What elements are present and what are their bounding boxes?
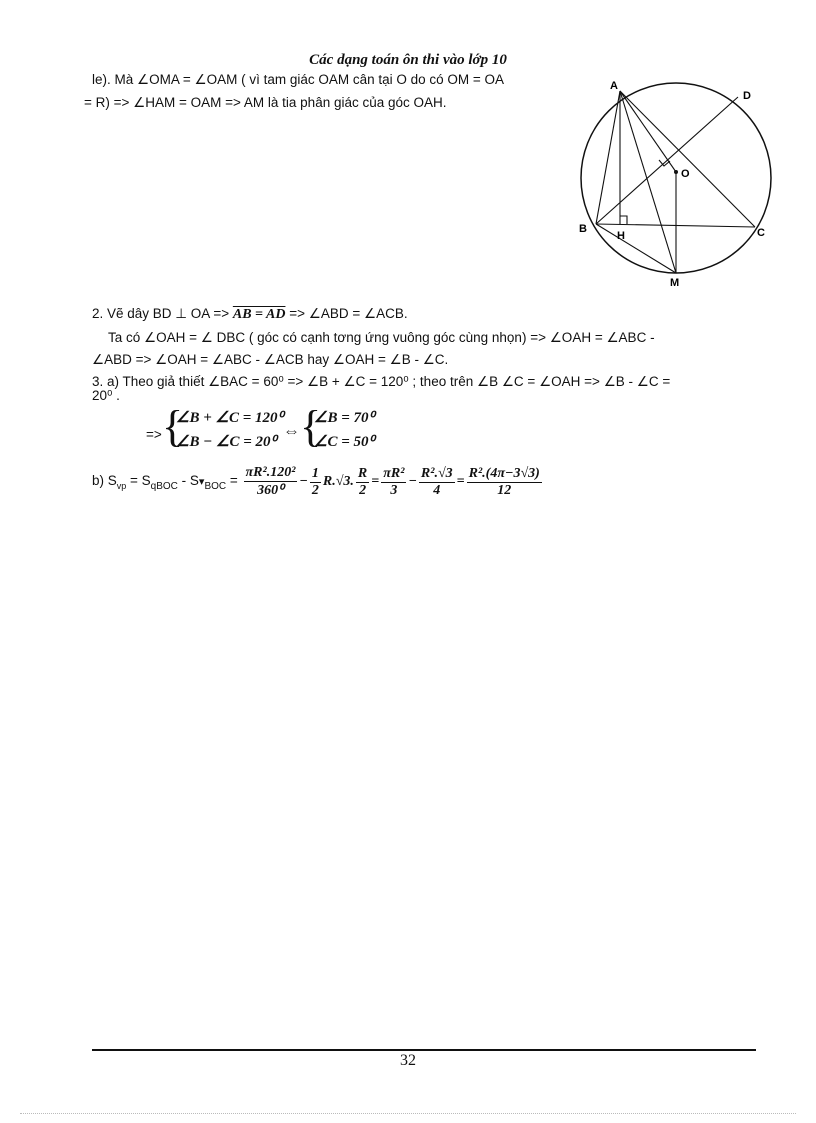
right-angle-mark-H <box>620 216 627 224</box>
right-brace: { <box>300 402 322 451</box>
system-left-eq1: ∠B + ∠C = 120⁰ <box>176 410 284 426</box>
system-left-eq2: ∠B − ∠C = 20⁰ <box>176 434 277 450</box>
geometry-figure <box>570 76 782 290</box>
label-C: C <box>757 227 765 239</box>
part3-line2: 20⁰ . <box>92 388 120 403</box>
paragraph-line: le). Mà ∠OMA = ∠OAM ( vì tam giác OAM cân tại O do có OM = OA <box>92 72 505 87</box>
label-H: H <box>617 230 625 242</box>
part3-line1: 3. a) Theo giả thiết ∠BAC = 60⁰ => ∠B + ∠C = 120⁰ ; theo trên ∠B ∠C = ∠OAH => ∠B - ∠C = <box>92 374 671 389</box>
label-O: O <box>681 168 690 180</box>
label-A: A <box>610 80 618 92</box>
part2-line3: ∠ABD => ∠OAH = ∠ABC - ∠ACB hay ∠OAH = ∠B - ∠C. <box>92 352 449 367</box>
part2-line1 <box>92 305 408 324</box>
fraction: $\frac{\text{R².√3}}{4}$ <box>420 465 453 498</box>
area-formula: b) $S_{vp} = S_{qBOC}$ - $S▾_{BOC}$ = $\frac{\text{πR².120²}}{\text{360⁰}}$ − $\frac{1}{2}$ R.√3. $\frac{R}{2}$ = $\frac{\text{πR²}}{3}$ − $\frac{\text{R².√3}}{4}$ = $\frac{\text{R².(4π−3√3)}}{12}$ <box>92 465 540 498</box>
fraction: $\frac{R}{2}$ <box>357 465 368 498</box>
subscript-vp: vp <box>116 480 127 491</box>
formula-equals: = <box>226 473 238 489</box>
subscript-qboc: qBOC <box>150 480 178 492</box>
formula-minus: - S <box>177 473 199 489</box>
label-D: D <box>743 90 751 102</box>
footer-rule <box>92 1049 756 1051</box>
fraction: $\frac{\text{πR²}}{3}$ <box>383 465 405 498</box>
page-header: Các dạng toán ôn thi vào lớp 10 <box>309 52 507 68</box>
formula-equals: = S <box>126 473 151 489</box>
fraction: $\frac{\text{πR².120²}}{\text{360⁰}}$ <box>245 465 296 498</box>
system-right-eq2: ∠C = 50⁰ <box>314 434 375 450</box>
segment-AC <box>620 91 755 227</box>
part2-text: 2. Vẽ dây BD ⊥ OA => <box>92 306 230 321</box>
page-number: 32 <box>400 1052 416 1069</box>
fraction: $\frac{\text{R².(4π−3√3)}}{12}$ <box>468 465 540 498</box>
segment-BM <box>596 224 676 273</box>
arc-equation: AB = AD <box>232 307 286 322</box>
segment-BD <box>596 97 738 224</box>
point-O <box>674 170 678 174</box>
formula-prefix: b) S <box>92 473 117 489</box>
part2-text: => ∠ABD = ∠ACB. <box>289 306 408 321</box>
triangle-symbol: ▾ <box>198 476 205 489</box>
part2-line2: Ta có ∠OAH = ∠ DBC ( góc có cạnh tơng ứng vuông góc cùng nhọn) => ∠OAH = ∠ABC - <box>108 330 655 345</box>
label-B: B <box>579 223 587 235</box>
segment-AM <box>620 91 676 273</box>
left-brace: { <box>162 402 184 451</box>
system-right-eq1: ∠B = 70⁰ <box>314 410 375 426</box>
subscript-boc: BOC <box>204 480 227 492</box>
bottom-dotted-line <box>20 1113 796 1114</box>
label-M: M <box>670 277 680 289</box>
fraction: $\frac{1}{2}$ <box>311 465 319 498</box>
paragraph-line: = R) => ∠HAM = OAM => AM là tia phân giác của góc OAH. <box>84 95 447 110</box>
implies-arrow: => <box>146 427 162 442</box>
equivalence-symbol: ⇔ <box>283 421 300 440</box>
